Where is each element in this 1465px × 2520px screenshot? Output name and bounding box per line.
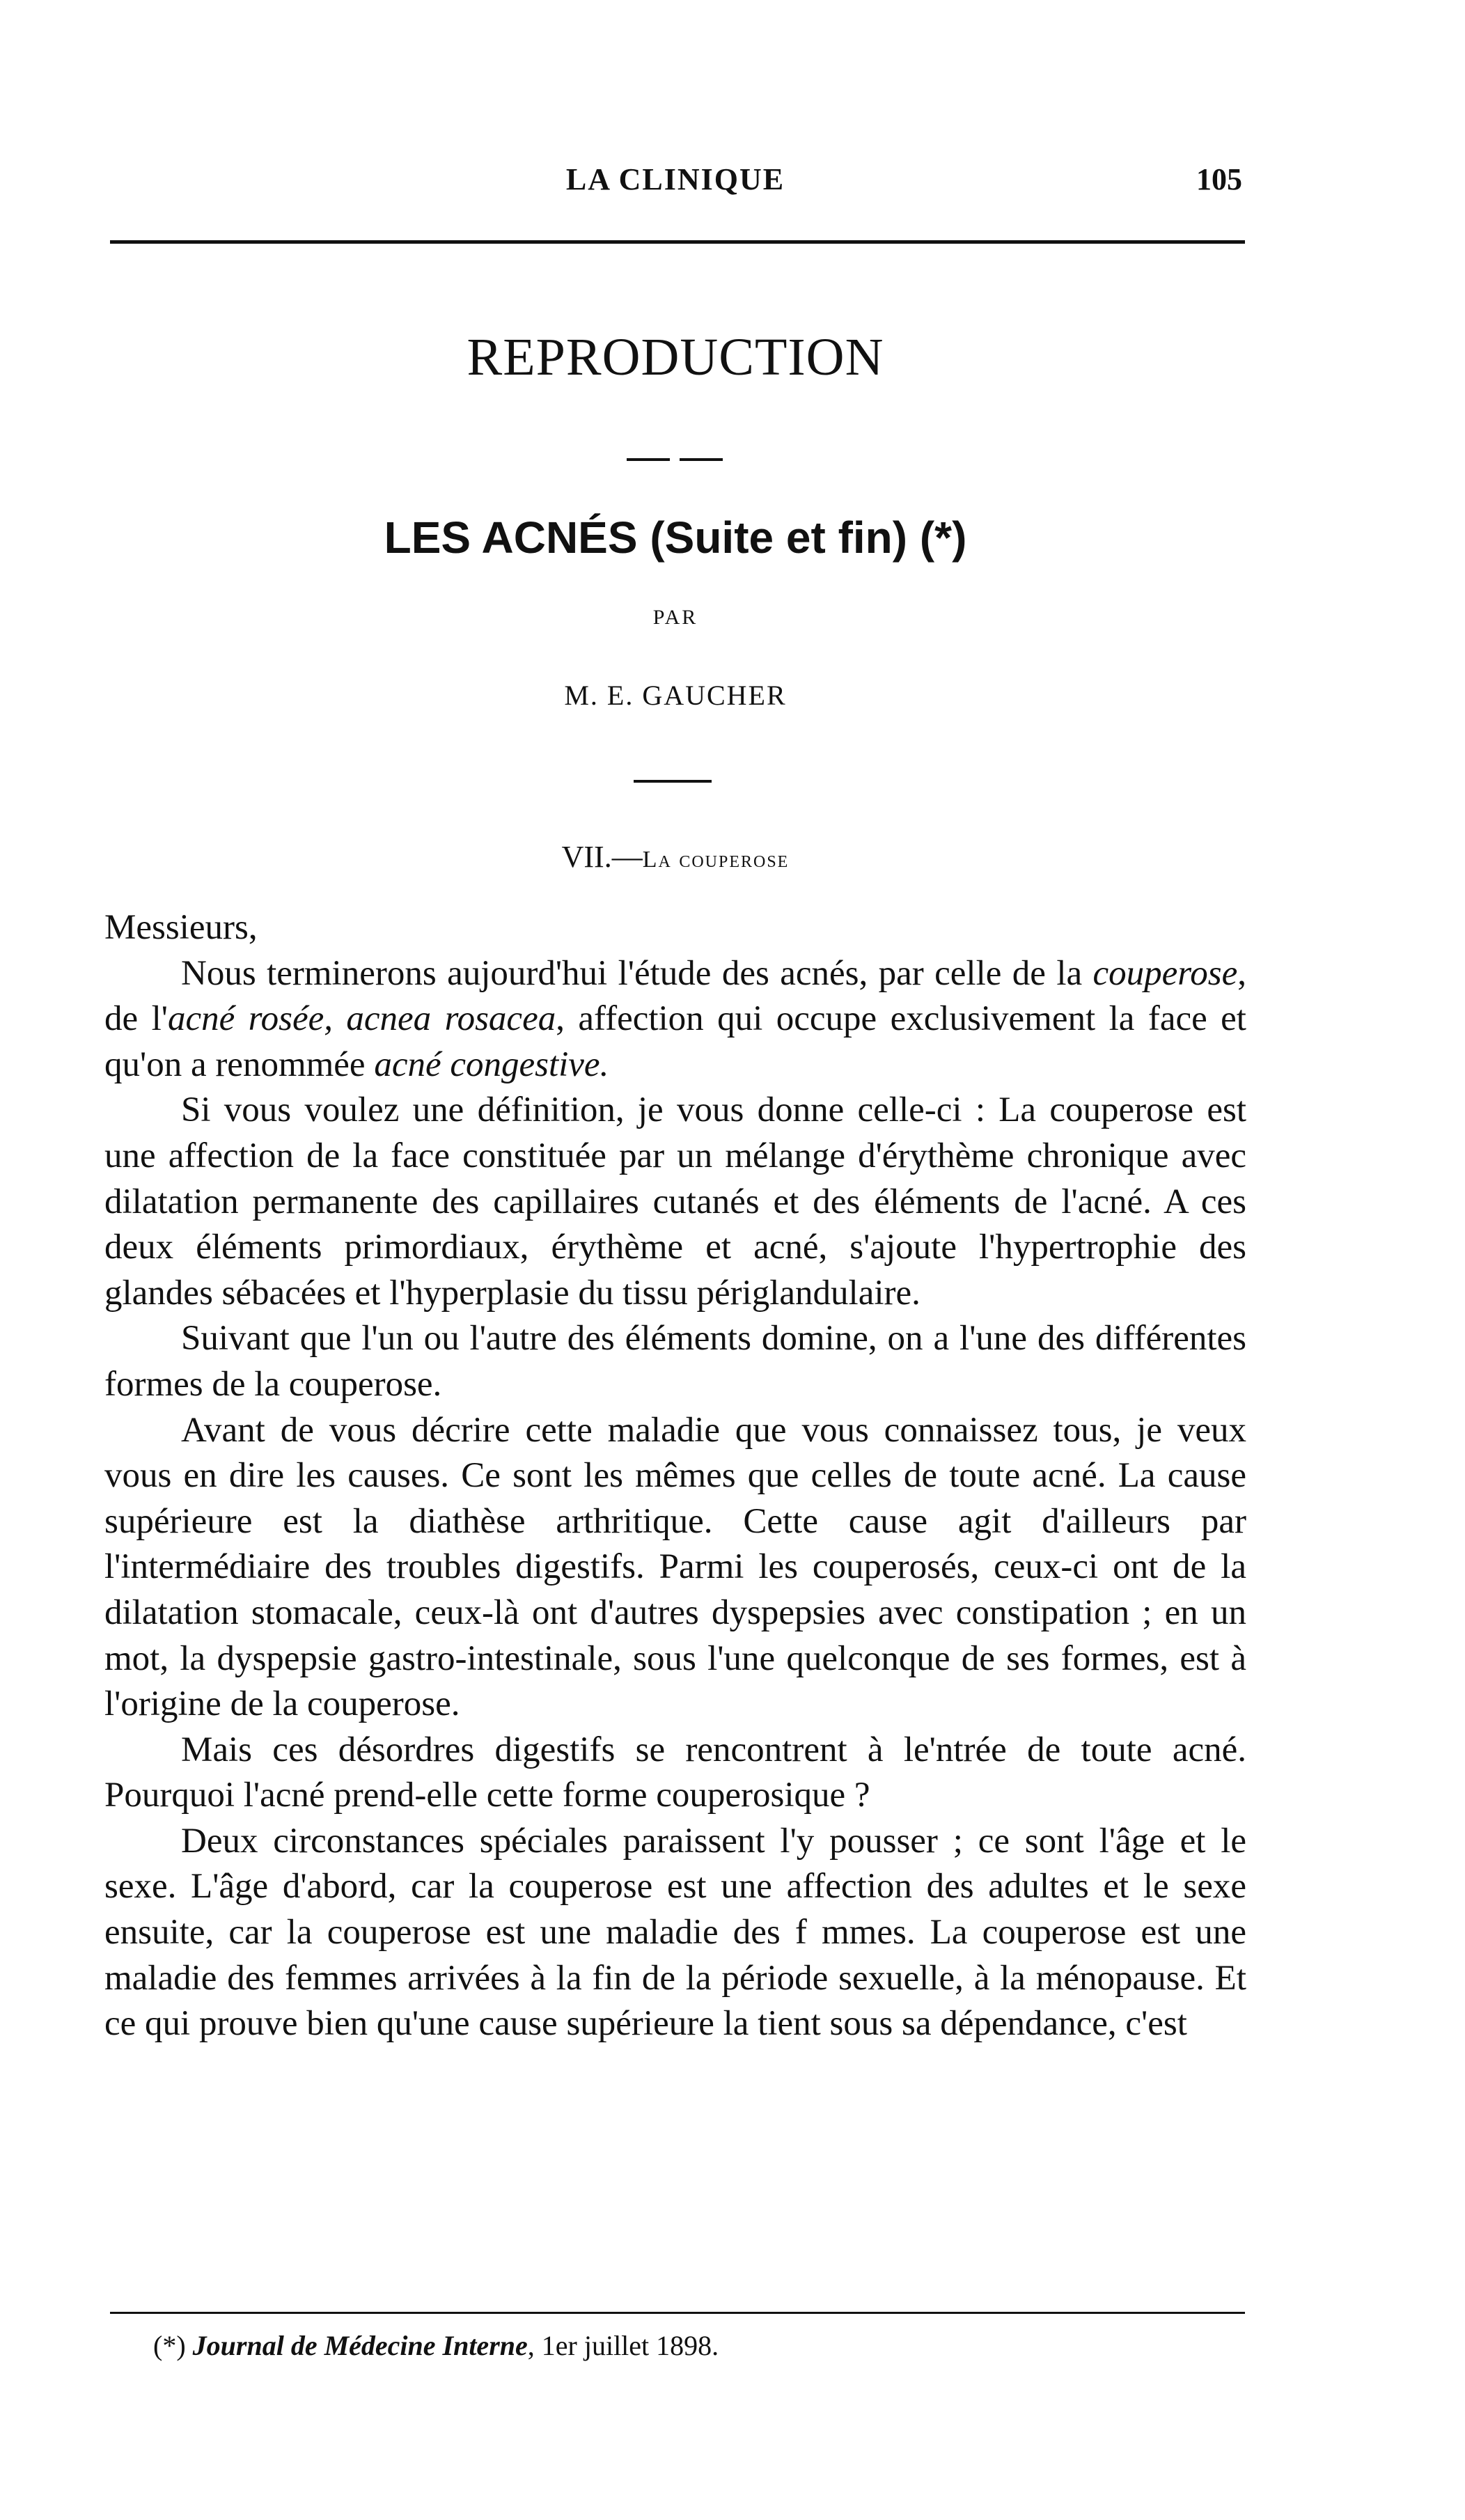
byline-par: PAR: [652, 606, 698, 629]
footnote: [153, 2329, 1198, 2362]
paragraph-4: Avant de vous décrire cette maladie que vous connaissez tous, je veux vous en dire les causes. Ce sont les mêmes que celles de toute acné. La cause supérieure est la diathèse arthritique. Cette cause agit d'ailleurs par l'intermédiaire des troubles digestifs. Parmi les couperosés, ceux-ci ont de la dilatation stomacale, ceux-là ont d'autres dyspepsies avec constipation ; en un mot, la dyspepsie gastro-intestinale, sous l'une quelconque de ses formes, est à l'origine de la couperose.: [104, 1410, 1246, 1724]
paragraph-3: Suivant que l'un ou l'autre des éléments domine, on a l'une des différentes formes de la couperose.: [104, 1319, 1246, 1404]
title-dash-right: [680, 458, 723, 461]
chapter-heading: [104, 839, 1246, 875]
paragraph-5: Mais ces désordres digestifs se rencontrent à le'ntrée de toute acné. Pourquoi l'acné prend-elle cette forme couperosique ?: [104, 1730, 1246, 1815]
italic-term: acné congestive.: [374, 1044, 609, 1084]
body-text: [104, 905, 1246, 2047]
chapter-number: VII.—: [561, 840, 643, 874]
page-number: 105: [1196, 162, 1242, 196]
article-title: LES ACNÉS (Suite et fin) (*): [384, 512, 967, 563]
header-rule: [110, 240, 1245, 244]
section-divider: [634, 780, 712, 783]
running-head-title: LA CLINIQUE: [565, 162, 785, 196]
document-page: [104, 0, 1246, 2520]
text-run: Nous terminerons aujourd'hui l'étude des acnés, par celle de la: [181, 953, 1093, 993]
footnote-rule: [110, 2312, 1245, 2314]
paragraph-6: Deux circonstances spéciales paraissent l'y pousser ; ce sont l'âge et le sexe. L'âge d'abord, car la couperose est une affection des adultes et le sexe ensuite, car la couperose est une maladie des f mmes. La couperose est une maladie des femmes arrivées à la fin de la période sexuelle, à la ménopause. Et ce qui prouve bien qu'une cause supérieure la tient sous sa dépendance, c'est: [104, 1821, 1246, 2044]
paragraph-1: [104, 951, 1246, 1088]
footnote-journal: Journal de Médecine Interne: [192, 2330, 528, 2361]
footnote-marker: (*): [153, 2330, 186, 2361]
salutation: Messieurs,: [104, 908, 258, 947]
text-run: , affection qui occupe exclusivement la face et qu'on a renommée: [104, 999, 1246, 1084]
author-name: M. E. GAUCHER: [564, 680, 787, 711]
paragraph-2: Si vous voulez une définition, je vous donne celle-ci : La couperose est une affection de la face constituée par un mélange d'érythème chronique avec dilatation permanente des capillaires cutanés et des éléments de l'acné. A ces deux éléments primordiaux, érythème et acné, s'ajoute l'hypertrophie des glandes sébacées et l'hyperplasie du tissu périglandulaire.: [104, 1090, 1246, 1313]
title-dash-left: [627, 458, 670, 461]
section-title: REPRODUCTION: [467, 328, 884, 386]
text-run: , de l': [104, 953, 1246, 1039]
running-head: [104, 162, 1246, 203]
italic-term: acné rosée, acnea rosacea: [167, 999, 556, 1039]
italic-term: couperose: [1092, 953, 1238, 993]
footnote-date: , 1er juillet 1898.: [527, 2330, 719, 2361]
chapter-title: La couperose: [642, 847, 790, 872]
